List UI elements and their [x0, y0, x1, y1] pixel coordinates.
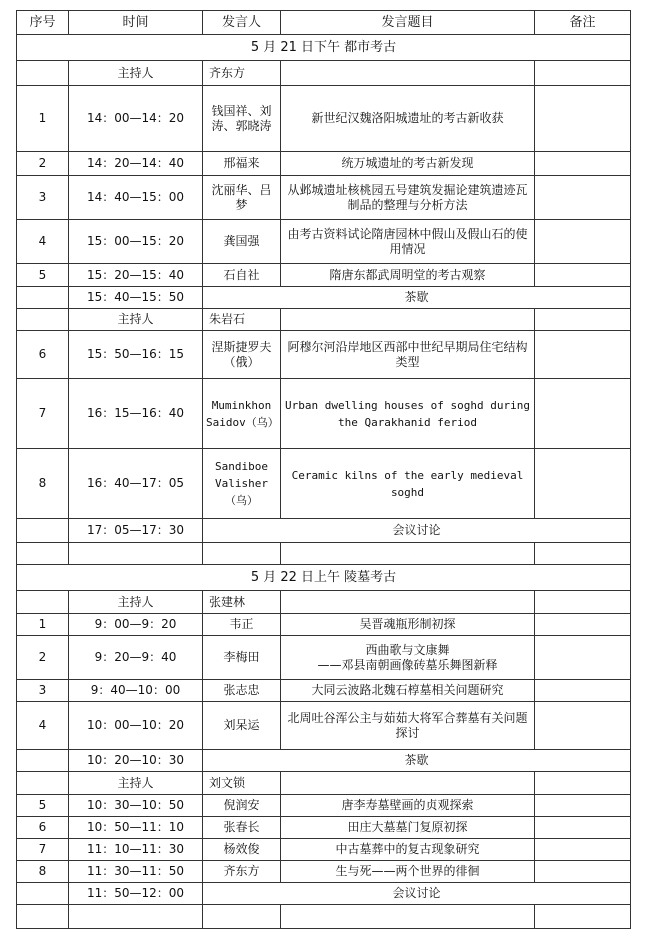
talk-number: 3 [17, 680, 69, 702]
break-time: 15：40—15：50 [69, 287, 203, 309]
talk-number: 8 [17, 861, 69, 883]
empty-cell [535, 772, 631, 795]
talk-number: 6 [17, 331, 69, 379]
break-time: 10：20—10：30 [69, 750, 203, 772]
talk-title: 阿穆尔河沿岸地区西部中世纪早期局住宅结构类型 [281, 331, 535, 379]
talk-time: 15：20—15：40 [69, 264, 203, 287]
talk-remarks [535, 449, 631, 519]
talk-remarks [535, 379, 631, 449]
empty-cell [69, 905, 203, 929]
talk-number: 5 [17, 795, 69, 817]
empty-cell [17, 772, 69, 795]
empty-cell [17, 519, 69, 543]
talk-speaker: 杨效俊 [203, 839, 281, 861]
header-row [17, 11, 631, 35]
talk-row [17, 636, 631, 680]
talk-title: 田庄大墓墓门复原初探 [281, 817, 535, 839]
break-label: 会议讨论 [203, 519, 631, 543]
talk-title: 新世纪汉魏洛阳城遗址的考古新收获 [281, 86, 535, 152]
talk-speaker: Muminkhon Saidov（乌） [203, 379, 281, 449]
talk-row [17, 680, 631, 702]
header-speaker: 发言人 [203, 11, 281, 35]
host-label: 主持人 [69, 61, 203, 86]
talk-title: 统万城遗址的考古新发现 [281, 152, 535, 176]
empty-cell [203, 543, 281, 565]
empty-cell [281, 905, 535, 929]
host-label: 主持人 [69, 772, 203, 795]
talk-time: 10：00—10：20 [69, 702, 203, 750]
talk-remarks [535, 636, 631, 680]
break-time: 17：05—17：30 [69, 519, 203, 543]
talk-remarks [535, 614, 631, 636]
empty-cell [17, 61, 69, 86]
talk-remarks [535, 702, 631, 750]
talk-title: 北周吐谷浑公主与茹茹大将军合葬墓有关问题探讨 [281, 702, 535, 750]
schedule-body [17, 35, 631, 929]
empty-cell [69, 543, 203, 565]
header-no: 序号 [17, 11, 69, 35]
talk-number: 3 [17, 176, 69, 220]
host-name: 齐东方 [203, 61, 281, 86]
talk-row [17, 795, 631, 817]
section-row [17, 565, 631, 591]
header-time: 时间 [69, 11, 203, 35]
talk-time: 9：40—10：00 [69, 680, 203, 702]
talk-time: 14：20—14：40 [69, 152, 203, 176]
talk-title: 中古墓葬中的复古现象研究 [281, 839, 535, 861]
talk-row [17, 817, 631, 839]
talk-row [17, 152, 631, 176]
empty-cell [17, 905, 69, 929]
talk-remarks [535, 861, 631, 883]
schedule-sheet [16, 10, 630, 929]
talk-time: 14：40—15：00 [69, 176, 203, 220]
header-remarks: 备注 [535, 11, 631, 35]
talk-speaker: 刘呆运 [203, 702, 281, 750]
talk-speaker: 韦正 [203, 614, 281, 636]
empty-cell [17, 750, 69, 772]
talk-remarks [535, 680, 631, 702]
empty-cell [281, 61, 535, 86]
talk-time: 9：00—9：20 [69, 614, 203, 636]
break-row [17, 883, 631, 905]
empty-cell [535, 543, 631, 565]
talk-row [17, 449, 631, 519]
talk-speaker: 钱国祥、刘涛、郭晓涛 [203, 86, 281, 152]
talk-remarks [535, 264, 631, 287]
talk-speaker: 李梅田 [203, 636, 281, 680]
talk-row [17, 331, 631, 379]
talk-number: 1 [17, 86, 69, 152]
talk-title: 唐李寿墓壁画的贞观探索 [281, 795, 535, 817]
talk-time: 9：20—9：40 [69, 636, 203, 680]
talk-title: 大同云波路北魏石椁墓相关问题研究 [281, 680, 535, 702]
break-row [17, 287, 631, 309]
talk-row [17, 839, 631, 861]
break-label: 茶歇 [203, 750, 631, 772]
host-name: 刘文锁 [203, 772, 281, 795]
host-name: 张建林 [203, 591, 281, 614]
empty-cell [17, 287, 69, 309]
talk-time: 11：10—11：30 [69, 839, 203, 861]
talk-title: 隋唐东都武周明堂的考古观察 [281, 264, 535, 287]
talk-speaker: 邢福来 [203, 152, 281, 176]
talk-speaker: Sandiboe Valisher（乌） [203, 449, 281, 519]
host-row [17, 591, 631, 614]
talk-remarks [535, 152, 631, 176]
empty-cell [281, 591, 535, 614]
talk-time: 15：50—16：15 [69, 331, 203, 379]
talk-remarks [535, 817, 631, 839]
talk-time: 16：15—16：40 [69, 379, 203, 449]
empty-cell [17, 591, 69, 614]
empty-cell [203, 905, 281, 929]
talk-speaker: 石自社 [203, 264, 281, 287]
header-title: 发言题目 [281, 11, 535, 35]
section-title: 5 月 21 日下午 都市考古 [17, 35, 631, 61]
talk-number: 2 [17, 636, 69, 680]
talk-row [17, 86, 631, 152]
talk-number: 4 [17, 220, 69, 264]
talk-speaker: 齐东方 [203, 861, 281, 883]
empty-cell [17, 883, 69, 905]
talk-number: 7 [17, 839, 69, 861]
section-title: 5 月 22 日上午 陵墓考古 [17, 565, 631, 591]
talk-remarks [535, 220, 631, 264]
host-name: 朱岩石 [203, 309, 281, 331]
talk-number: 4 [17, 702, 69, 750]
talk-time: 11：30—11：50 [69, 861, 203, 883]
host-row [17, 772, 631, 795]
break-row [17, 519, 631, 543]
schedule-table [16, 10, 631, 929]
break-time: 11：50—12：00 [69, 883, 203, 905]
host-row [17, 309, 631, 331]
talk-speaker: 倪润安 [203, 795, 281, 817]
talk-number: 8 [17, 449, 69, 519]
talk-number: 1 [17, 614, 69, 636]
talk-time: 15：00—15：20 [69, 220, 203, 264]
empty-cell [535, 905, 631, 929]
talk-speaker: 龚国强 [203, 220, 281, 264]
talk-remarks [535, 86, 631, 152]
empty-cell [535, 591, 631, 614]
talk-title: 生与死——两个世界的徘徊 [281, 861, 535, 883]
talk-time: 10：50—11：10 [69, 817, 203, 839]
section-row [17, 35, 631, 61]
talk-title: 由考古资料试论隋唐园林中假山及假山石的使用情况 [281, 220, 535, 264]
talk-row [17, 702, 631, 750]
host-row [17, 61, 631, 86]
talk-number: 7 [17, 379, 69, 449]
blank-row [17, 543, 631, 565]
talk-speaker: 张春长 [203, 817, 281, 839]
talk-title: Urban dwelling houses of soghd during the Qarakhanid feriod [281, 379, 535, 449]
host-label: 主持人 [69, 591, 203, 614]
empty-cell [535, 61, 631, 86]
talk-title: Ceramic kilns of the early medieval soghd [281, 449, 535, 519]
empty-cell [535, 309, 631, 331]
host-label: 主持人 [69, 309, 203, 331]
talk-time: 16：40—17：05 [69, 449, 203, 519]
talk-number: 2 [17, 152, 69, 176]
talk-remarks [535, 176, 631, 220]
talk-number: 5 [17, 264, 69, 287]
empty-cell [281, 309, 535, 331]
talk-title: 西曲歌与文康舞 ——邓县南朝画像砖墓乐舞图新释 [281, 636, 535, 680]
talk-remarks [535, 839, 631, 861]
empty-cell [281, 543, 535, 565]
talk-number: 6 [17, 817, 69, 839]
talk-title: 吴晋魂瓶形制初探 [281, 614, 535, 636]
empty-cell [17, 543, 69, 565]
talk-row [17, 220, 631, 264]
talk-row [17, 264, 631, 287]
talk-title: 从邺城遗址核桃园五号建筑发掘论建筑遗迹瓦制品的整理与分析方法 [281, 176, 535, 220]
talk-speaker: 沈丽华、吕梦 [203, 176, 281, 220]
talk-speaker: 张志忠 [203, 680, 281, 702]
empty-cell [17, 309, 69, 331]
talk-time: 14：00—14：20 [69, 86, 203, 152]
talk-speaker: 涅斯捷罗夫（俄） [203, 331, 281, 379]
talk-time: 10：30—10：50 [69, 795, 203, 817]
empty-cell [281, 772, 535, 795]
break-row [17, 750, 631, 772]
talk-row [17, 861, 631, 883]
talk-row [17, 379, 631, 449]
talk-row [17, 176, 631, 220]
break-label: 茶歇 [203, 287, 631, 309]
talk-row [17, 614, 631, 636]
talk-remarks [535, 795, 631, 817]
talk-remarks [535, 331, 631, 379]
break-label: 会议讨论 [203, 883, 631, 905]
blank-row [17, 905, 631, 929]
